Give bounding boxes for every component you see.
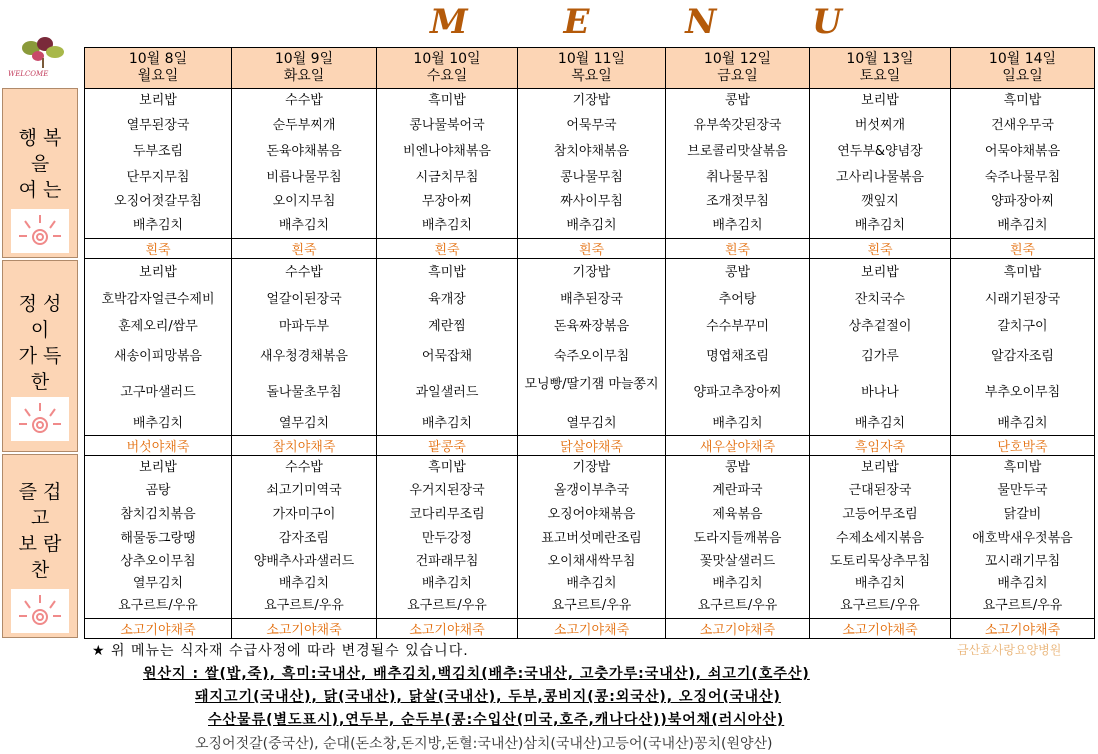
menu-item: 흑미밥: [428, 265, 466, 280]
lunch-label-line: 이: [30, 319, 50, 341]
menu-item: 기장밥: [572, 460, 611, 475]
menu-item: 올갱이부추국: [553, 483, 630, 498]
menu-item: 배추김치: [854, 576, 906, 591]
menu-item: 계란찜: [428, 319, 466, 334]
menu-item: 배추김치: [712, 416, 763, 431]
menu-item: 배추김치: [712, 576, 763, 591]
menu-item: 닭갈비: [1003, 507, 1042, 522]
menu-item: 숙주나물무침: [984, 170, 1061, 185]
origin-line: 수산물류(별도표시),연두부, 순두부(콩:수입산(미국,호주,캐나다산))북어채(러시아산): [208, 712, 785, 728]
menu-item: 수수밥: [285, 460, 323, 475]
porridge-cell: 흰죽: [951, 239, 1095, 259]
porridge-cell: 흰죽: [232, 239, 377, 259]
menu-item: 곰탕: [145, 483, 171, 498]
porridge-cell: 버섯야채죽: [85, 436, 232, 456]
menu-item: 기장밥: [572, 93, 611, 108]
day-date: 10월 11일: [557, 51, 626, 67]
porridge-cell: 소고기야채죽: [518, 619, 666, 639]
menu-cell: [85, 456, 232, 619]
menu-item: 조개젓무침: [706, 194, 769, 209]
porridge-cell: 흰죽: [377, 239, 518, 259]
menu-item: 부추오이무침: [984, 385, 1061, 400]
menu-item: 도토리묵상추무침: [829, 554, 931, 569]
day-of-week: 월요일: [137, 68, 179, 84]
menu-item: 육개장: [428, 292, 466, 307]
menu-item: 만두강정: [421, 531, 473, 546]
menu-item: 흑미밥: [1003, 265, 1042, 280]
menu-item: 배추김치: [278, 576, 330, 591]
menu-item: 요구르트/우유: [840, 598, 920, 613]
menu-cell: [518, 259, 666, 436]
menu-cell: [951, 259, 1095, 436]
menu-item: 도라지들깨볶음: [693, 531, 782, 546]
menu-item: 어묵잡채: [421, 349, 473, 364]
menu-item: 배추김치: [854, 218, 906, 233]
porridge-row: [85, 619, 1095, 639]
menu-item: 시금치무침: [415, 170, 479, 185]
menu-item: 배추김치: [421, 416, 473, 431]
menu-item: 열무김치: [566, 416, 617, 431]
menu-item: 양파고추장아찌: [693, 385, 782, 400]
menu-cell: [810, 456, 951, 619]
menu-item: 계란파국: [712, 483, 763, 498]
menu-table: [84, 47, 1095, 639]
porridge-cell: 소고기야채죽: [810, 619, 951, 639]
menu-item: 단무지무침: [126, 170, 190, 185]
menu-item: 고등어무조림: [842, 507, 918, 522]
menu-item: 건파래무침: [415, 554, 479, 569]
menu-item: 과일샐러드: [415, 385, 479, 400]
day-of-week: 일요일: [1002, 68, 1043, 84]
menu-item: 보리밥: [861, 460, 899, 475]
porridge-row: [85, 436, 1095, 456]
menu-item: 배추김치: [712, 218, 763, 233]
porridge-cell: 흑임자죽: [810, 436, 951, 456]
menu-item: 흑미밥: [428, 93, 466, 108]
menu-item: 흑미밥: [1003, 460, 1042, 475]
menu-cell: [518, 456, 666, 619]
menu-item: 어묵무국: [566, 118, 617, 133]
menu-item: 오이지무침: [272, 194, 336, 209]
lunch-label-line: 가 득: [18, 345, 62, 367]
menu-item: 돈육짜장볶음: [553, 319, 630, 334]
menu-item: 콩나물무침: [560, 170, 623, 185]
day-of-week: 화요일: [283, 68, 325, 84]
day-of-week: 목요일: [571, 68, 612, 84]
porridge-cell: 소고기야채죽: [232, 619, 377, 639]
menu-item: 바나나: [861, 385, 899, 400]
menu-item: 마파두부: [278, 319, 330, 334]
porridge-cell: 흰죽: [810, 239, 951, 259]
menu-item: 돌나물초무침: [266, 385, 342, 400]
menu-item: 오징어야채볶음: [547, 507, 636, 522]
menu-item: 요구르트/우유: [407, 598, 487, 613]
menu-item: 애호박새우젓볶음: [972, 531, 1073, 546]
menu-item: 배추된장국: [560, 292, 623, 307]
menu-item: 요구르트/우유: [697, 598, 778, 613]
menu-item: 콩밥: [724, 93, 751, 108]
menu-item: 돈육야채볶음: [266, 144, 342, 159]
notice-text: ★ 위 메뉴는 식자재 수급사정에 따라 변경될수 있습니다.: [92, 643, 469, 659]
sun-icon: [11, 589, 69, 633]
menu-cell: [666, 259, 810, 436]
porridge-cell: 소고기야채죽: [85, 619, 232, 639]
menu-item: 배추김치: [997, 416, 1048, 431]
menu-item: 잔치국수: [854, 292, 906, 307]
menu-item: 배추김치: [421, 218, 473, 233]
menu-item: 참치야채볶음: [553, 144, 630, 159]
porridge-cell: 흰죽: [666, 239, 810, 259]
menu-item: 새우청경채볶음: [260, 349, 348, 364]
menu-item: 양배추사과샐러드: [253, 554, 355, 569]
porridge-cell: 흰죽: [518, 239, 666, 259]
menu-item: 요구르트/우유: [118, 598, 198, 613]
menu-item: 유부쑥갓된장국: [693, 118, 782, 133]
menu-cell: [666, 456, 810, 619]
menu-item: 김가루: [861, 349, 899, 364]
menu-cell: [666, 89, 810, 239]
menu-item: 고사리나물볶음: [836, 170, 924, 185]
menu-item: 해물동그랑땡: [120, 531, 196, 546]
origin-line: 돼지고기(국내산), 닭(국내산), 닭살(국내산), 두부,콩비지(콩:외국산), 오징어(국내산): [195, 689, 781, 705]
menu-item: 배추김치: [132, 416, 184, 431]
menu-item: 깻잎지: [861, 194, 899, 209]
menu-item: 근대된장국: [848, 483, 912, 498]
menu-item: 제육볶음: [712, 507, 763, 522]
porridge-cell: 소고기야채죽: [951, 619, 1095, 639]
page-title: M E N U: [430, 2, 884, 42]
porridge-cell: 닭살야채죽: [518, 436, 666, 456]
menu-item: 열무김치: [132, 576, 184, 591]
menu-item: 감자조림: [278, 531, 330, 546]
menu-item: 호박감자얼큰수제비: [101, 292, 215, 307]
menu-item: 배추김치: [854, 416, 906, 431]
hospital-name: 금산효사랑요양병원: [957, 643, 1062, 657]
menu-item: 배추김치: [997, 576, 1048, 591]
logo-welcome-text: WELCOME: [8, 70, 49, 78]
menu-item: 기장밥: [572, 265, 611, 280]
menu-item: 취나물무침: [706, 170, 769, 185]
menu-item: 훈제오리/쌈무: [118, 319, 198, 334]
day-header: [810, 48, 951, 89]
menu-cell: [85, 259, 232, 436]
menu-item: 코다리무조림: [409, 507, 485, 522]
porridge-cell: 소고기야채죽: [666, 619, 810, 639]
menu-item: 수수부꾸미: [706, 319, 769, 334]
menu-item: 건새우무국: [991, 118, 1054, 133]
menu-cell: [377, 89, 518, 239]
breakfast-label-box: [2, 88, 78, 258]
menu-item: 물만두국: [997, 483, 1048, 498]
menu-item: 꽃맛살샐러드: [699, 554, 776, 569]
menu-item: 비엔나야채볶음: [403, 144, 491, 159]
menu-item: 우거지된장국: [409, 483, 485, 498]
lunch-label-box: [2, 260, 78, 452]
day-of-week: 토요일: [859, 68, 901, 84]
dinner-label-box: [2, 454, 78, 638]
menu-item: 흑미밥: [428, 460, 466, 475]
menu-item: 열무된장국: [126, 118, 190, 133]
menu-item: 연두부&양념장: [837, 144, 923, 159]
menu-item: 양파장아찌: [991, 194, 1054, 209]
menu-item: 버섯찌개: [854, 118, 906, 133]
menu-cell: [951, 456, 1095, 619]
menu-cell: [232, 456, 377, 619]
menu-cell: [85, 89, 232, 239]
menu-cell: [377, 259, 518, 436]
origin-last-line: 오징어젓갈(중국산), 순대(돈소창,돈지방,돈혈:국내산)삼치(국내산)고등어(국내산)꽁치(원양산): [195, 736, 773, 752]
menu-item: 순두부찌개: [272, 118, 336, 133]
porridge-cell: 참치야채죽: [232, 436, 377, 456]
menu-item: 짜사이무침: [560, 194, 623, 209]
menu-item: 요구르트/우유: [264, 598, 344, 613]
menu-item: 배추김치: [132, 218, 184, 233]
porridge-cell: 흰죽: [85, 239, 232, 259]
porridge-cell: 팥콩죽: [377, 436, 518, 456]
day-of-week: 금요일: [717, 68, 758, 84]
menu-item: 배추김치: [997, 218, 1048, 233]
day-header: [666, 48, 810, 89]
day-date: 10월 9일: [274, 51, 334, 67]
menu-cell: [232, 259, 377, 436]
menu-item: 참치김치볶음: [120, 507, 196, 522]
dinner-label-line: 즐 겁: [18, 481, 62, 503]
menu-item: 비름나물무침: [266, 170, 342, 185]
menu-item: 무장아찌: [421, 194, 473, 209]
menu-item: 오징어젓갈무침: [114, 194, 202, 209]
header-row: [85, 48, 1095, 89]
menu-item: 표고버섯메란조림: [541, 531, 642, 546]
menu-item: 오이채새싹무침: [547, 554, 636, 569]
day-header: [377, 48, 518, 89]
menu-item: 상추오이무침: [120, 554, 196, 569]
day-date: 10월 10일: [413, 51, 481, 67]
day-date: 10월 13일: [846, 51, 914, 67]
lunch-label-line: 정 성: [18, 293, 62, 315]
menu-item: 배추김치: [566, 576, 617, 591]
menu-item: 꼬시래기무침: [984, 554, 1061, 569]
day-of-week: 수요일: [426, 68, 468, 84]
menu-item: 수수밥: [285, 265, 323, 280]
menu-cell: [232, 89, 377, 239]
menu-item: 모닝빵/딸기잼 마늘쫑지: [524, 377, 659, 392]
menu-item: 보리밥: [861, 93, 899, 108]
menu-item: 가자미구이: [272, 507, 336, 522]
menu-item: 수수밥: [285, 93, 323, 108]
menu-cell: [810, 259, 951, 436]
day-date: 10월 8일: [128, 51, 188, 67]
menu-item: 명엽채조림: [706, 349, 769, 364]
porridge-row: [85, 239, 1095, 259]
menu-item: 두부조림: [132, 144, 184, 159]
menu-item: 배추김치: [421, 576, 473, 591]
menu-item: 브로콜리맛살볶음: [687, 144, 788, 159]
porridge-cell: 단호박죽: [951, 436, 1095, 456]
day-header: [232, 48, 377, 89]
menu-item: 흑미밥: [1003, 93, 1042, 108]
day-header: [85, 48, 232, 89]
menu-item: 콩밥: [724, 460, 751, 475]
menu-cell: [951, 89, 1095, 239]
dinner-label-line: 고: [30, 507, 50, 529]
menu-item: 고구마샐러드: [120, 385, 196, 400]
sun-icon: [11, 397, 69, 441]
lunch-label-line: 한: [30, 371, 50, 393]
meal-block-row: [85, 456, 1095, 619]
porridge-cell: 소고기야채죽: [377, 619, 518, 639]
menu-item: 시래기된장국: [984, 292, 1061, 307]
origin-line: 원산지 : 쌀(밥,죽), 흑미:국내산, 배추김치,백김치(배추:국내산, 고춧가루:국내산), 쇠고기(호주산): [143, 666, 810, 682]
meal-block-row: [85, 259, 1095, 436]
menu-item: 숙주오이무침: [553, 349, 630, 364]
menu-item: 알감자조림: [991, 349, 1054, 364]
breakfast-label-line: 을: [30, 153, 50, 175]
menu-item: 보리밥: [139, 460, 177, 475]
sun-icon: [11, 209, 69, 253]
day-header: [518, 48, 666, 89]
menu-item: 보리밥: [861, 265, 899, 280]
dinner-label-line: 보 람: [18, 533, 62, 555]
menu-cell: [810, 89, 951, 239]
menu-item: 상추겉절이: [848, 319, 912, 334]
day-header: [951, 48, 1095, 89]
menu-cell: [377, 456, 518, 619]
menu-item: 새송이피망볶음: [114, 349, 202, 364]
menu-item: 열무김치: [278, 416, 330, 431]
menu-item: 요구르트/우유: [551, 598, 632, 613]
menu-item: 수제소세지볶음: [836, 531, 924, 546]
day-date: 10월 14일: [988, 51, 1057, 67]
menu-item: 콩나물북어국: [409, 118, 485, 133]
dinner-label-line: 찬: [30, 559, 50, 581]
menu-item: 추어탕: [718, 292, 757, 307]
porridge-cell: 새우살야채죽: [666, 436, 810, 456]
menu-item: 얼갈이된장국: [266, 292, 342, 307]
menu-item: 갈치구이: [997, 319, 1048, 334]
menu-item: 어묵야채볶음: [984, 144, 1061, 159]
menu-item: 요구르트/우유: [982, 598, 1063, 613]
menu-item: 쇠고기미역국: [266, 483, 342, 498]
menu-item: 배추김치: [278, 218, 330, 233]
breakfast-label-line: 행 복: [18, 127, 62, 149]
menu-cell: [518, 89, 666, 239]
menu-item: 콩밥: [724, 265, 751, 280]
day-date: 10월 12일: [703, 51, 772, 67]
menu-item: 배추김치: [566, 218, 617, 233]
meal-block-row: [85, 89, 1095, 239]
menu-item: 보리밥: [139, 265, 177, 280]
breakfast-label-line: 여 는: [18, 179, 62, 201]
menu-item: 보리밥: [139, 93, 177, 108]
